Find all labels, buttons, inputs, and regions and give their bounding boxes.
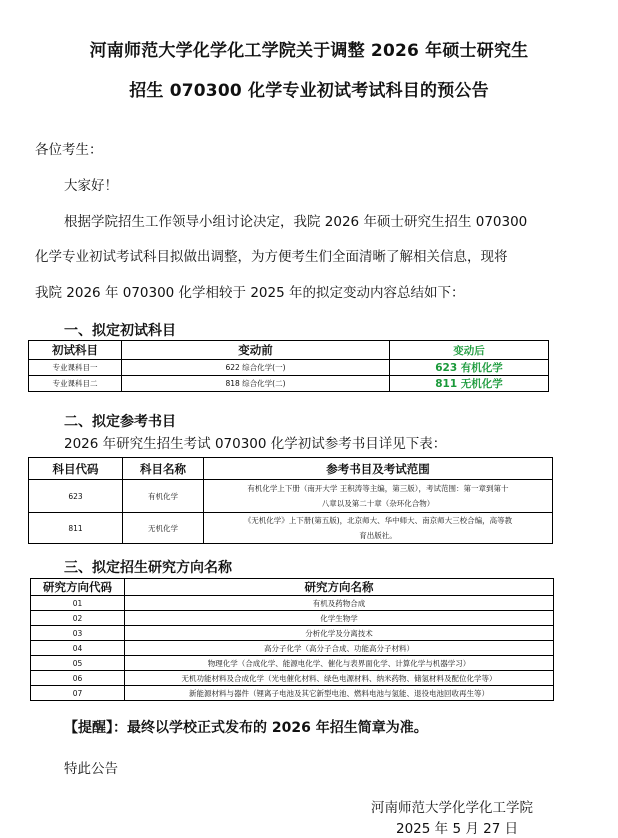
- notice-label: 【提醒】：: [64, 720, 127, 736]
- direction-code-cell: 06: [31, 671, 125, 686]
- research-direction-table: [30, 578, 554, 701]
- books-line: 有机化学上下册（南开大学 王积涛等主编，第三版），考试范围：第一章到第十: [247, 484, 509, 493]
- direction-name-cell: 新能源材料与器件（锂离子电池及其它新型电池、燃料电池与氢能、退役电池回收再生等）: [125, 686, 554, 701]
- col-header-books: 参考书目及考试范围: [204, 458, 553, 480]
- subject-cell: 专业课科目二: [29, 376, 122, 392]
- section1-heading: 一、拟定初试科目: [64, 323, 176, 339]
- col-header-name: 科目名称: [123, 458, 204, 480]
- before-cell: 622 综合化学(一): [122, 360, 390, 376]
- notice-text: 最终以学校正式发布的 2026 年招生简章为准。: [127, 720, 428, 736]
- direction-name-cell: 化学生物学: [125, 611, 554, 626]
- after-cell: 811 无机化学: [390, 376, 549, 392]
- direction-name-cell: 物理化学（合成化学、能源电化学、催化与表界面化学、计算化学与机器学习）: [125, 656, 554, 671]
- hello-text: 大家好！: [64, 178, 118, 194]
- col-header-code: 科目代码: [29, 458, 123, 480]
- table-row: [29, 360, 549, 376]
- exam-subject-table: [28, 340, 549, 392]
- signature-org: 河南师范大学化学化工学院: [371, 800, 533, 816]
- notice: [64, 717, 428, 737]
- intro-line-2: 化学专业初试考试科目拟做出调整，为方便考生们全面清晰了解相关信息，现将: [35, 249, 508, 265]
- col-header-subject: 初试科目: [29, 341, 122, 360]
- books-cell: [204, 513, 553, 544]
- col-header-after: 变动后: [390, 341, 549, 360]
- books-line: 育出版社。: [359, 531, 397, 540]
- direction-name-cell: 有机及药物合成: [125, 596, 554, 611]
- direction-code-cell: 05: [31, 656, 125, 671]
- salutation: 各位考生：: [35, 142, 103, 158]
- subject-cell: 专业课科目一: [29, 360, 122, 376]
- table-row: [31, 641, 554, 656]
- section3-heading: 三、拟定招生研究方向名称: [64, 560, 232, 576]
- intro-line-3: 我院 2026 年 070300 化学相较于 2025 年的拟定变动内容总结如下：: [35, 285, 465, 301]
- table-row: [31, 671, 554, 686]
- books-line: 《无机化学》上下册(第五版)，北京师大、华中师大、南京师大三校合编，高等教: [243, 516, 513, 525]
- code-cell: 811: [29, 513, 123, 544]
- col-header-direction-name: 研究方向名称: [125, 579, 554, 596]
- table-row: [29, 480, 553, 513]
- books-cell: [204, 480, 553, 513]
- section2-heading: 二、拟定参考书目: [64, 414, 176, 430]
- direction-code-cell: 03: [31, 626, 125, 641]
- direction-code-cell: 02: [31, 611, 125, 626]
- intro-line-1: 根据学院招生工作领导小组讨论决定，我院 2026 年硕士研究生招生 070300: [64, 214, 528, 230]
- direction-code-cell: 01: [31, 596, 125, 611]
- code-cell: 623: [29, 480, 123, 513]
- name-cell: 无机化学: [123, 513, 204, 544]
- after-cell: 623 有机化学: [390, 360, 549, 376]
- name-cell: 有机化学: [123, 480, 204, 513]
- table-row: [29, 513, 553, 544]
- direction-code-cell: 04: [31, 641, 125, 656]
- table-row: [29, 376, 549, 392]
- table-row: [31, 611, 554, 626]
- closing-text: 特此公告: [64, 761, 118, 777]
- page-title-line2: 招生 070300 化学专业初试考试科目的预公告: [129, 81, 489, 101]
- reference-book-table: [28, 457, 553, 544]
- col-header-before: 变动前: [122, 341, 390, 360]
- direction-name-cell: 高分子化学（高分子合成、功能高分子材料）: [125, 641, 554, 656]
- table-row: [31, 626, 554, 641]
- col-header-direction-code: 研究方向代码: [31, 579, 125, 596]
- direction-name-cell: 分析化学及分离技术: [125, 626, 554, 641]
- page-title-line1: 河南师范大学化学化工学院关于调整 2026 年硕士研究生: [89, 41, 529, 61]
- table-row: [31, 656, 554, 671]
- direction-name-cell: 无机功能材料及合成化学（光电催化材料、绿色电源材料、纳米药物、储氢材料及配位化学等）: [125, 671, 554, 686]
- books-line: 八章以及第二十章（杂环化合物）: [321, 499, 435, 508]
- before-cell: 818 综合化学(二): [122, 376, 390, 392]
- section2-intro: 2026 年研究生招生考试 070300 化学初试参考书目详见下表：: [64, 436, 447, 452]
- table-row: [31, 686, 554, 701]
- direction-code-cell: 07: [31, 686, 125, 701]
- table-row: [31, 596, 554, 611]
- signature-date: 2025 年 5 月 27 日: [396, 821, 519, 837]
